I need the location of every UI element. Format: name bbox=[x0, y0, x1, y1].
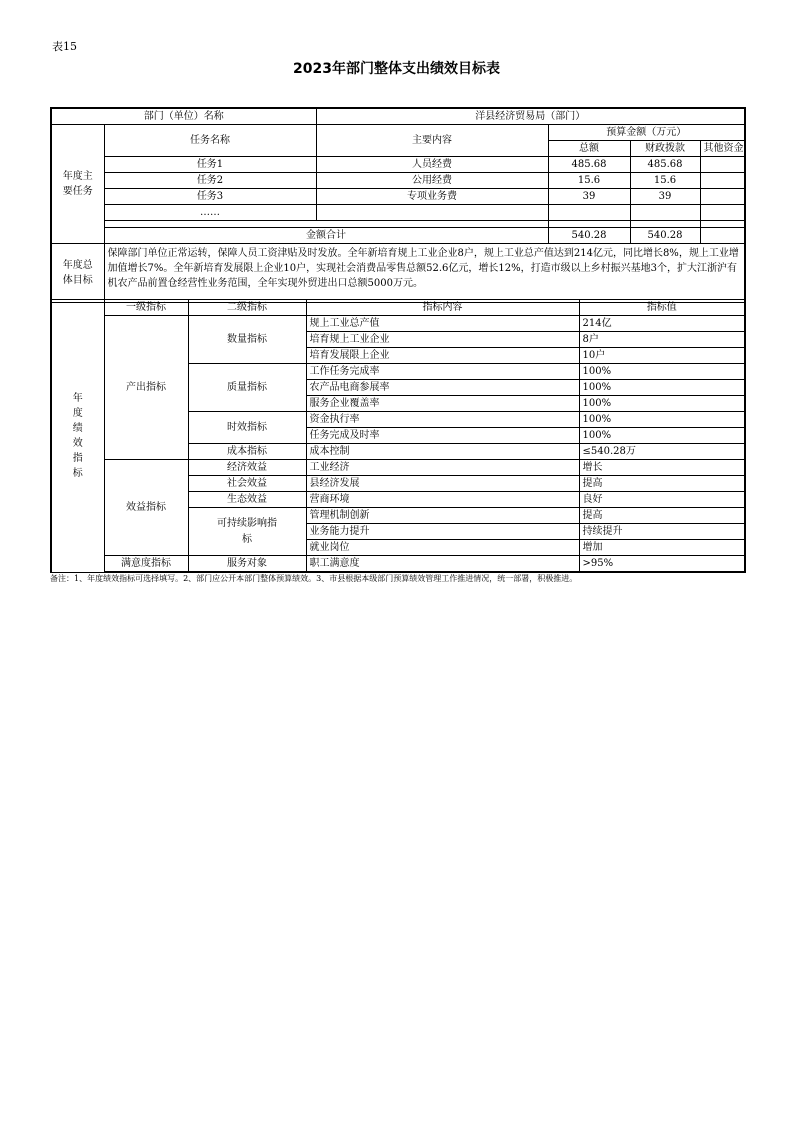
total-header: 总额 bbox=[548, 141, 630, 157]
task-row bbox=[51, 157, 745, 173]
task-fiscal: 15.6 bbox=[630, 173, 700, 189]
indicator-content: 培育规上工业企业 bbox=[306, 332, 579, 348]
task-total: 15.6 bbox=[548, 173, 630, 189]
indicator-content: 工作任务完成率 bbox=[306, 364, 579, 380]
indicator-value: 10户 bbox=[579, 348, 745, 364]
indicator-content: 任务完成及时率 bbox=[306, 428, 579, 444]
indicators-header-row bbox=[51, 300, 745, 316]
fiscal-header: 财政拨款 bbox=[630, 141, 700, 157]
goal-text: 保障部门单位正常运转，保障人员工资津贴及时发放。全年新培育规上工业企业8户，规上工业总产值达到214亿元，同比增长8%，规上工业增加值增长7%。全年新培育发展限上企业10户，实现社会消费品零售总额52.6亿元，增长12%，打造市级以上乡村振兴基地3个，扩大江浙沪有机农产品前置仓经营性业务范围，全年实现外贸进出口总额5000万元。 bbox=[104, 244, 745, 303]
task-total bbox=[548, 205, 630, 221]
cost-label: 成本指标 bbox=[188, 444, 306, 460]
indicator-row bbox=[51, 460, 745, 476]
dept-label-cell: 部门（单位）名称 bbox=[51, 108, 316, 125]
indicator-value: 100% bbox=[579, 380, 745, 396]
indicator-content: 农产品电商参展率 bbox=[306, 380, 579, 396]
budget-table bbox=[50, 107, 746, 303]
footnote: 备注：1、年度绩效指标可选择填写。2、部门应公开本部门整体预算绩效。3、市县根据本级部门预算绩效管理工作推进情况，统一部署，积极推进。 bbox=[50, 574, 578, 583]
sum-label: 金额合计 bbox=[104, 228, 548, 244]
indicator-content: 培育发展限上企业 bbox=[306, 348, 579, 364]
task-name: 任务3 bbox=[104, 189, 316, 205]
indicator-value: 100% bbox=[579, 412, 745, 428]
level2-header: 二级指标 bbox=[188, 300, 306, 316]
satisfaction-label: 满意度指标 bbox=[104, 556, 188, 573]
indicator-content: 资金执行率 bbox=[306, 412, 579, 428]
quantity-label: 数量指标 bbox=[188, 316, 306, 364]
tasks-section-label: 年度主要任务 bbox=[51, 125, 104, 244]
value-header: 指标值 bbox=[579, 300, 745, 316]
task-total: 39 bbox=[548, 189, 630, 205]
task-other bbox=[700, 173, 745, 189]
indicator-value: 214亿 bbox=[579, 316, 745, 332]
indicator-value: 良好 bbox=[579, 492, 745, 508]
other-header: 其他资金 bbox=[700, 141, 745, 157]
indicator-content: 管理机制创新 bbox=[306, 508, 579, 524]
indicator-content: 工业经济 bbox=[306, 460, 579, 476]
indicator-value: 增加 bbox=[579, 540, 745, 556]
indicator-content: 就业岗位 bbox=[306, 540, 579, 556]
indicator-content: 成本控制 bbox=[306, 444, 579, 460]
task-content: 公用经费 bbox=[316, 173, 548, 189]
sum-row bbox=[51, 228, 745, 244]
task-content-header: 主要内容 bbox=[316, 125, 548, 157]
goal-label: 年度总体目标 bbox=[51, 244, 104, 303]
indicator-content: 县经济发展 bbox=[306, 476, 579, 492]
timeliness-label: 时效指标 bbox=[188, 412, 306, 444]
sum-total: 540.28 bbox=[548, 228, 630, 244]
task-row bbox=[51, 173, 745, 189]
indicators-table bbox=[50, 299, 746, 573]
task-other bbox=[700, 189, 745, 205]
output-label: 产出指标 bbox=[104, 316, 188, 460]
task-row bbox=[51, 205, 745, 221]
goal-row bbox=[51, 244, 745, 303]
task-row bbox=[51, 189, 745, 205]
indicator-value: 100% bbox=[579, 428, 745, 444]
indicators-section-label: 年度绩效指标 bbox=[51, 300, 104, 573]
indicator-row bbox=[51, 556, 745, 573]
content-header: 指标内容 bbox=[306, 300, 579, 316]
indicator-content: 规上工业总产值 bbox=[306, 316, 579, 332]
indicator-row bbox=[51, 316, 745, 332]
social-label: 社会效益 bbox=[188, 476, 306, 492]
indicator-value: 提高 bbox=[579, 476, 745, 492]
indicator-value: 8户 bbox=[579, 332, 745, 348]
indicator-value: ≤540.28万 bbox=[579, 444, 745, 460]
indicator-value: 提高 bbox=[579, 508, 745, 524]
indicator-value: >95% bbox=[579, 556, 745, 573]
task-other bbox=[700, 157, 745, 173]
indicator-content: 营商环境 bbox=[306, 492, 579, 508]
benefit-label: 效益指标 bbox=[104, 460, 188, 556]
budget-header: 预算金额（万元） bbox=[548, 125, 745, 141]
task-fiscal: 485.68 bbox=[630, 157, 700, 173]
sum-other bbox=[700, 228, 745, 244]
indicator-content: 职工满意度 bbox=[306, 556, 579, 573]
indicator-content: 服务企业覆盖率 bbox=[306, 396, 579, 412]
quality-label: 质量指标 bbox=[188, 364, 306, 412]
ecological-label: 生态效益 bbox=[188, 492, 306, 508]
task-gap-row bbox=[51, 221, 745, 228]
indicator-value: 100% bbox=[579, 396, 745, 412]
task-content: 人员经费 bbox=[316, 157, 548, 173]
page-title: 2023年部门整体支出绩效目标表 bbox=[293, 61, 500, 77]
task-other bbox=[700, 205, 745, 221]
task-content bbox=[316, 205, 548, 221]
economic-label: 经济效益 bbox=[188, 460, 306, 476]
indicator-content: 业务能力提升 bbox=[306, 524, 579, 540]
service-label: 服务对象 bbox=[188, 556, 306, 573]
level1-header: 一级指标 bbox=[104, 300, 188, 316]
indicator-value: 增长 bbox=[579, 460, 745, 476]
table-tag: 表15 bbox=[52, 40, 77, 53]
dept-value-cell: 洋县经济贸易局（部门） bbox=[316, 108, 745, 125]
task-name: 任务2 bbox=[104, 173, 316, 189]
sustain-label: 可持续影响指标 bbox=[188, 508, 306, 556]
task-name: 任务1 bbox=[104, 157, 316, 173]
sum-fiscal: 540.28 bbox=[630, 228, 700, 244]
task-name-header: 任务名称 bbox=[104, 125, 316, 157]
task-name: …… bbox=[104, 205, 316, 221]
indicator-value: 持续提升 bbox=[579, 524, 745, 540]
tasks-header-row bbox=[51, 125, 745, 141]
task-content: 专项业务费 bbox=[316, 189, 548, 205]
indicator-value: 100% bbox=[579, 364, 745, 380]
task-total: 485.68 bbox=[548, 157, 630, 173]
task-fiscal: 39 bbox=[630, 189, 700, 205]
task-fiscal bbox=[630, 205, 700, 221]
